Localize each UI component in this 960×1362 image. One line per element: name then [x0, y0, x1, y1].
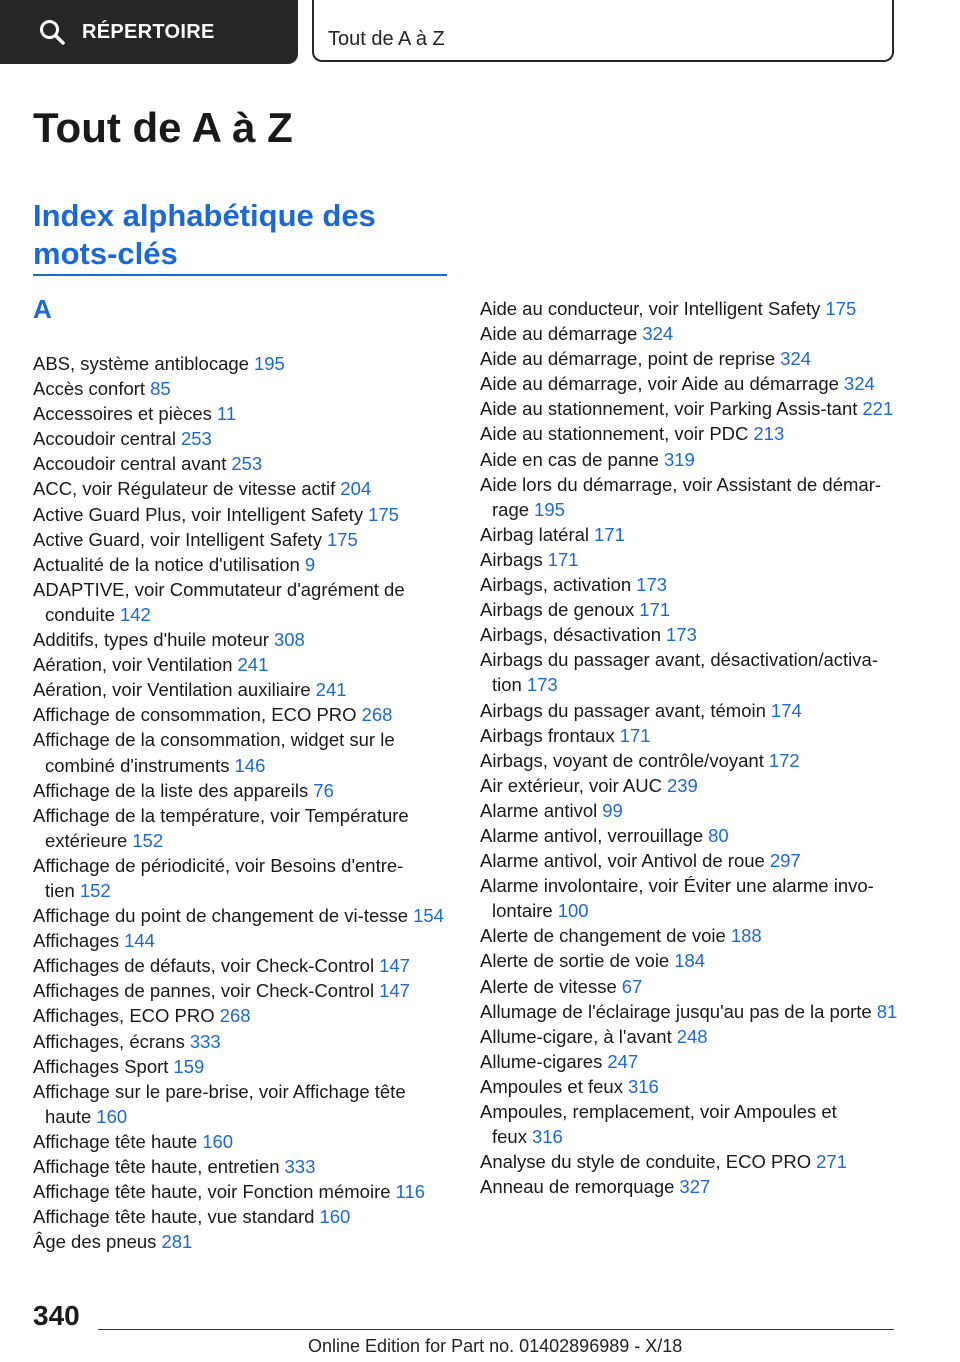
- index-entry-text: Affichage tête haute, voir Fonction mémoire: [33, 1181, 391, 1203]
- index-column-right: [480, 296, 900, 1199]
- index-entry: [33, 903, 453, 928]
- index-entry: [33, 451, 453, 476]
- index-page-link[interactable]: 171: [594, 523, 625, 545]
- index-page-link[interactable]: 147: [379, 980, 410, 1002]
- index-page-link[interactable]: 100: [557, 900, 589, 922]
- index-entry-text: Accoudoir central: [33, 428, 176, 450]
- index-entry-text: Allume-cigare, à l'avant: [480, 1025, 672, 1047]
- index-page-link[interactable]: 175: [326, 528, 358, 550]
- index-entry-text: Alerte de changement de voie: [480, 925, 726, 947]
- index-entry: [33, 1003, 453, 1028]
- index-entry: [33, 1229, 453, 1254]
- index-page-link[interactable]: 160: [202, 1130, 234, 1152]
- index-entry-text: Aide au stationnement, voir PDC: [480, 423, 749, 445]
- index-entry: [33, 803, 453, 853]
- index-entry-text: Air extérieur, voir AUC: [480, 774, 662, 796]
- index-entry: [33, 552, 453, 577]
- index-entry: [480, 622, 900, 647]
- page-title: Tout de A à Z: [33, 104, 293, 151]
- index-page-link[interactable]: 324: [780, 348, 812, 370]
- index-page-link[interactable]: 171: [547, 548, 579, 570]
- index-entry-text: Aération, voir Ventilation auxiliaire: [33, 679, 311, 701]
- index-page-link[interactable]: 248: [676, 1025, 708, 1047]
- index-entry-text: Aide au conducteur, voir Intelligent Safety: [480, 298, 821, 319]
- index-entry-text: Alerte de vitesse: [480, 975, 617, 997]
- index-page-link[interactable]: 316: [627, 1075, 659, 1097]
- index-column-left: [33, 351, 453, 1254]
- index-entry-text: Airbags du passager avant, témoin: [480, 699, 766, 721]
- index-entry-text: Affichages Sport: [33, 1055, 169, 1077]
- index-entry: [480, 1149, 900, 1174]
- index-page-link[interactable]: 152: [132, 829, 164, 851]
- index-entry-text: Airbags, voyant de contrôle/voyant: [480, 749, 764, 771]
- index-entry: [480, 346, 900, 371]
- index-page-link[interactable]: 297: [769, 850, 801, 872]
- index-entry: [33, 476, 453, 501]
- index-entry-text: Alarme antivol, voir Antivol de roue: [480, 850, 765, 872]
- index-entry-text: Airbags de genoux: [480, 599, 635, 621]
- index-page-link[interactable]: 11: [216, 403, 237, 425]
- index-page-link[interactable]: 247: [607, 1050, 639, 1072]
- index-entry: [480, 522, 900, 547]
- heading-divider: [33, 274, 447, 276]
- footer-divider: [98, 1329, 894, 1330]
- index-page-link[interactable]: 316: [531, 1126, 563, 1148]
- footer-edition-text: Online Edition for Part no. 01402896989 - X/18: [308, 1336, 683, 1356]
- index-entry-text: Ampoules et feux: [480, 1075, 623, 1097]
- search-icon: [38, 18, 66, 46]
- index-entry: [33, 702, 453, 727]
- index-page-link[interactable]: 241: [237, 654, 269, 676]
- index-entry: [33, 652, 453, 677]
- index-entry: [33, 778, 453, 803]
- breadcrumb: Tout de A à Z: [328, 28, 445, 50]
- index-page-link[interactable]: 80: [708, 824, 729, 846]
- index-entry: [33, 1029, 453, 1054]
- index-page-link[interactable]: 173: [526, 674, 558, 696]
- index-entry-text: Aide au démarrage, voir Aide au démarrage: [480, 373, 839, 395]
- index-entry-text: Aide au stationnement, voir Parking Assis-tant: [480, 398, 858, 420]
- index-entry-text: Alarme antivol, verrouillage: [480, 824, 704, 846]
- index-entry: [480, 447, 900, 472]
- index-entry: [33, 727, 453, 777]
- index-entry: [33, 1129, 453, 1154]
- index-entry-text: Aide au démarrage: [480, 323, 638, 345]
- index-page-link[interactable]: 253: [180, 428, 212, 450]
- index-entry-text: Affichage tête haute: [33, 1130, 198, 1152]
- index-entry: [480, 848, 900, 873]
- index-entry-text: Active Guard, voir Intelligent Safety: [33, 528, 322, 550]
- index-page-link[interactable]: 116: [395, 1181, 426, 1203]
- page-number: 340: [33, 1300, 80, 1331]
- index-entry-text: Ampoules, remplacement, voir Ampoules et feux: [480, 1101, 837, 1148]
- section-heading: Index alphabétique des mots-clés: [33, 198, 376, 271]
- index-entry: [480, 923, 900, 948]
- index-entry-text: Aide au démarrage, point de reprise: [480, 348, 776, 370]
- index-page-link[interactable]: 144: [124, 930, 155, 952]
- index-entry: [33, 401, 453, 426]
- index-page-link[interactable]: 333: [189, 1030, 221, 1052]
- index-entry: [33, 1204, 453, 1229]
- index-entry: [480, 723, 900, 748]
- index-entry: [480, 547, 900, 572]
- index-entry-text: Aide lors du démarrage, voir Assistant de démar-rage: [480, 473, 882, 520]
- index-page-link[interactable]: 324: [642, 323, 674, 345]
- index-entry: [480, 572, 900, 597]
- index-entry: [33, 1179, 453, 1204]
- index-entry-text: Active Guard Plus, voir Intelligent Safety: [33, 503, 364, 525]
- index-entry: [33, 677, 453, 702]
- index-entry-text: ACC, voir Régulateur de vitesse actif: [33, 478, 336, 500]
- index-entry: [33, 502, 453, 527]
- index-page-link[interactable]: 171: [639, 599, 671, 621]
- index-entry: [480, 321, 900, 346]
- index-entry: [480, 1049, 900, 1074]
- index-entry-text: ADAPTIVE, voir Commutateur d'agrément de conduite: [33, 578, 405, 625]
- index-entry-text: Aération, voir Ventilation: [33, 654, 233, 676]
- index-entry: [480, 1099, 900, 1149]
- index-page-link[interactable]: 327: [679, 1176, 711, 1198]
- index-entry-text: Affichages de défauts, voir Check-Control: [33, 955, 375, 977]
- index-page-link[interactable]: 184: [674, 950, 706, 972]
- index-page-link[interactable]: 175: [825, 298, 857, 319]
- index-page-link[interactable]: 319: [663, 448, 695, 470]
- index-page-link[interactable]: 171: [619, 724, 651, 746]
- index-entry: [480, 873, 900, 923]
- index-entry: [480, 974, 900, 999]
- index-entry: [33, 527, 453, 552]
- index-entry: [33, 1079, 453, 1129]
- index-entry-text: Affichage du point de changement de vi-tesse: [33, 905, 409, 927]
- index-page-link[interactable]: 85: [150, 378, 171, 400]
- index-page-link[interactable]: 239: [666, 774, 698, 796]
- index-entry: [480, 396, 900, 421]
- index-page-link[interactable]: 268: [361, 704, 393, 726]
- index-page-link[interactable]: 213: [753, 423, 785, 445]
- index-entry: [480, 748, 900, 773]
- index-entry-text: Alerte de sortie de voie: [480, 950, 670, 972]
- index-entry-text: Affichage de consommation, ECO PRO: [33, 704, 357, 726]
- index-entry: [33, 928, 453, 953]
- index-entry-text: Affichage tête haute, vue standard: [33, 1206, 315, 1228]
- index-entry-text: Alarme involontaire, voir Éviter une alarme invo-lontaire: [480, 875, 874, 922]
- index-entry: [480, 698, 900, 723]
- index-entry: [33, 978, 453, 1003]
- index-page-link[interactable]: 160: [319, 1206, 351, 1228]
- top-navigation-bar: [0, 0, 960, 66]
- index-page-link[interactable]: 67: [621, 975, 643, 997]
- index-entry-text: Affichages, écrans: [33, 1030, 185, 1052]
- index-entry: [480, 773, 900, 798]
- index-entry-text: Airbag latéral: [480, 523, 590, 545]
- index-entry-text: Airbags, désactivation: [480, 624, 661, 646]
- index-page-link[interactable]: 281: [161, 1231, 193, 1253]
- index-page-link[interactable]: 188: [730, 925, 762, 947]
- index-page-link[interactable]: 147: [379, 955, 410, 977]
- index-entry: [480, 371, 900, 396]
- index-page-link[interactable]: 333: [284, 1156, 316, 1177]
- index-entry: [33, 627, 453, 652]
- breadcrumb-tab[interactable]: [312, 0, 894, 62]
- index-page-link[interactable]: 175: [368, 503, 399, 525]
- index-entry: [480, 948, 900, 973]
- index-entry-text: Analyse du style de conduite, ECO PRO: [480, 1151, 812, 1173]
- index-entry: [33, 853, 453, 903]
- index-entry: [33, 376, 453, 401]
- index-letter: A: [33, 294, 52, 324]
- index-page-link[interactable]: 308: [273, 629, 305, 651]
- index-entry: [480, 647, 900, 697]
- index-entry-text: Allume-cigares: [480, 1050, 603, 1072]
- index-page-link[interactable]: 241: [315, 679, 347, 701]
- index-page-link[interactable]: 9: [304, 553, 316, 575]
- index-entry: [480, 999, 900, 1024]
- index-entry-text: ABS, système antiblocage: [33, 353, 249, 374]
- index-entry-text: Accoudoir central avant: [33, 453, 227, 475]
- index-page-link[interactable]: 174: [770, 699, 802, 721]
- index-page-link[interactable]: 173: [666, 624, 697, 646]
- index-entry-text: Anneau de remorquage: [480, 1176, 675, 1198]
- index-page-link[interactable]: 195: [253, 353, 285, 374]
- index-entry: [480, 597, 900, 622]
- index-entry-text: Accessoires et pièces: [33, 403, 212, 425]
- index-entry-text: Affichage tête haute, entretien: [33, 1156, 280, 1177]
- index-page-link[interactable]: 195: [534, 498, 565, 520]
- directory-tab[interactable]: [0, 0, 298, 64]
- index-page-link[interactable]: 142: [119, 603, 151, 625]
- index-entry-text: Accès confort: [33, 378, 146, 400]
- index-entry-text: Affichages: [33, 930, 120, 952]
- index-page-link[interactable]: 172: [768, 749, 800, 771]
- index-entry: [480, 472, 900, 522]
- index-entry: [480, 421, 900, 446]
- index-page-link[interactable]: 253: [231, 453, 263, 475]
- index-entry-text: Âge des pneus: [33, 1231, 157, 1253]
- index-entry-text: Affichage de la température, voir Température extérieure: [33, 804, 409, 851]
- index-entry: [33, 1154, 453, 1179]
- index-entry-text: Airbags, activation: [480, 574, 632, 596]
- index-page-link[interactable]: 324: [843, 373, 875, 395]
- index-entry: [33, 426, 453, 451]
- index-page-link[interactable]: 271: [816, 1151, 847, 1173]
- index-entry-text: Affichage de périodicité, voir Besoins d'entre-tien: [33, 854, 404, 901]
- index-page-link[interactable]: 160: [96, 1105, 128, 1127]
- index-page-link[interactable]: 154: [413, 905, 444, 927]
- index-entry: [480, 296, 900, 321]
- index-entry-text: Alarme antivol: [480, 799, 598, 821]
- index-entry: [480, 1074, 900, 1099]
- index-page-link[interactable]: 221: [862, 398, 894, 420]
- index-entry-text: Airbags du passager avant, désactivation/activa-tion: [480, 649, 878, 696]
- index-entry-text: Affichage sur le pare-brise, voir Affichage tête haute: [33, 1080, 406, 1127]
- index-entry-text: Affichages, ECO PRO: [33, 1005, 215, 1027]
- index-entry-text: Actualité de la notice d'utilisation: [33, 553, 300, 575]
- index-entry-text: Affichage de la consommation, widget sur le combiné d'instruments: [33, 729, 395, 776]
- index-page-link[interactable]: 76: [313, 779, 334, 801]
- index-page-link[interactable]: 268: [219, 1005, 251, 1027]
- index-page-link[interactable]: 204: [340, 478, 372, 500]
- index-page-link[interactable]: 146: [234, 754, 266, 776]
- index-page-link[interactable]: 173: [636, 574, 668, 596]
- index-entry: [33, 577, 453, 627]
- index-entry: [33, 351, 453, 376]
- index-entry-text: Airbags: [480, 548, 543, 570]
- index-page-link[interactable]: 99: [602, 799, 623, 821]
- index-entry: [33, 953, 453, 978]
- index-entry: [33, 1054, 453, 1079]
- index-entry-text: Aide en cas de panne: [480, 448, 659, 470]
- index-page-link[interactable]: 152: [79, 879, 111, 901]
- index-page-link[interactable]: 81: [876, 1000, 898, 1022]
- index-entry: [480, 798, 900, 823]
- index-entry-text: Airbags frontaux: [480, 724, 615, 746]
- index-entry: [480, 1174, 900, 1199]
- index-entry-text: Affichage de la liste des appareils: [33, 779, 309, 801]
- index-entry-text: Additifs, types d'huile moteur: [33, 629, 269, 651]
- index-entry-text: Affichages de pannes, voir Check-Control: [33, 980, 375, 1002]
- index-entry: [480, 823, 900, 848]
- directory-tab-label: RÉPERTOIRE: [82, 20, 215, 43]
- index-entry: [480, 1024, 900, 1049]
- index-page-link[interactable]: 159: [173, 1055, 205, 1077]
- index-entry-text: Allumage de l'éclairage jusqu'au pas de la porte: [480, 1000, 872, 1022]
